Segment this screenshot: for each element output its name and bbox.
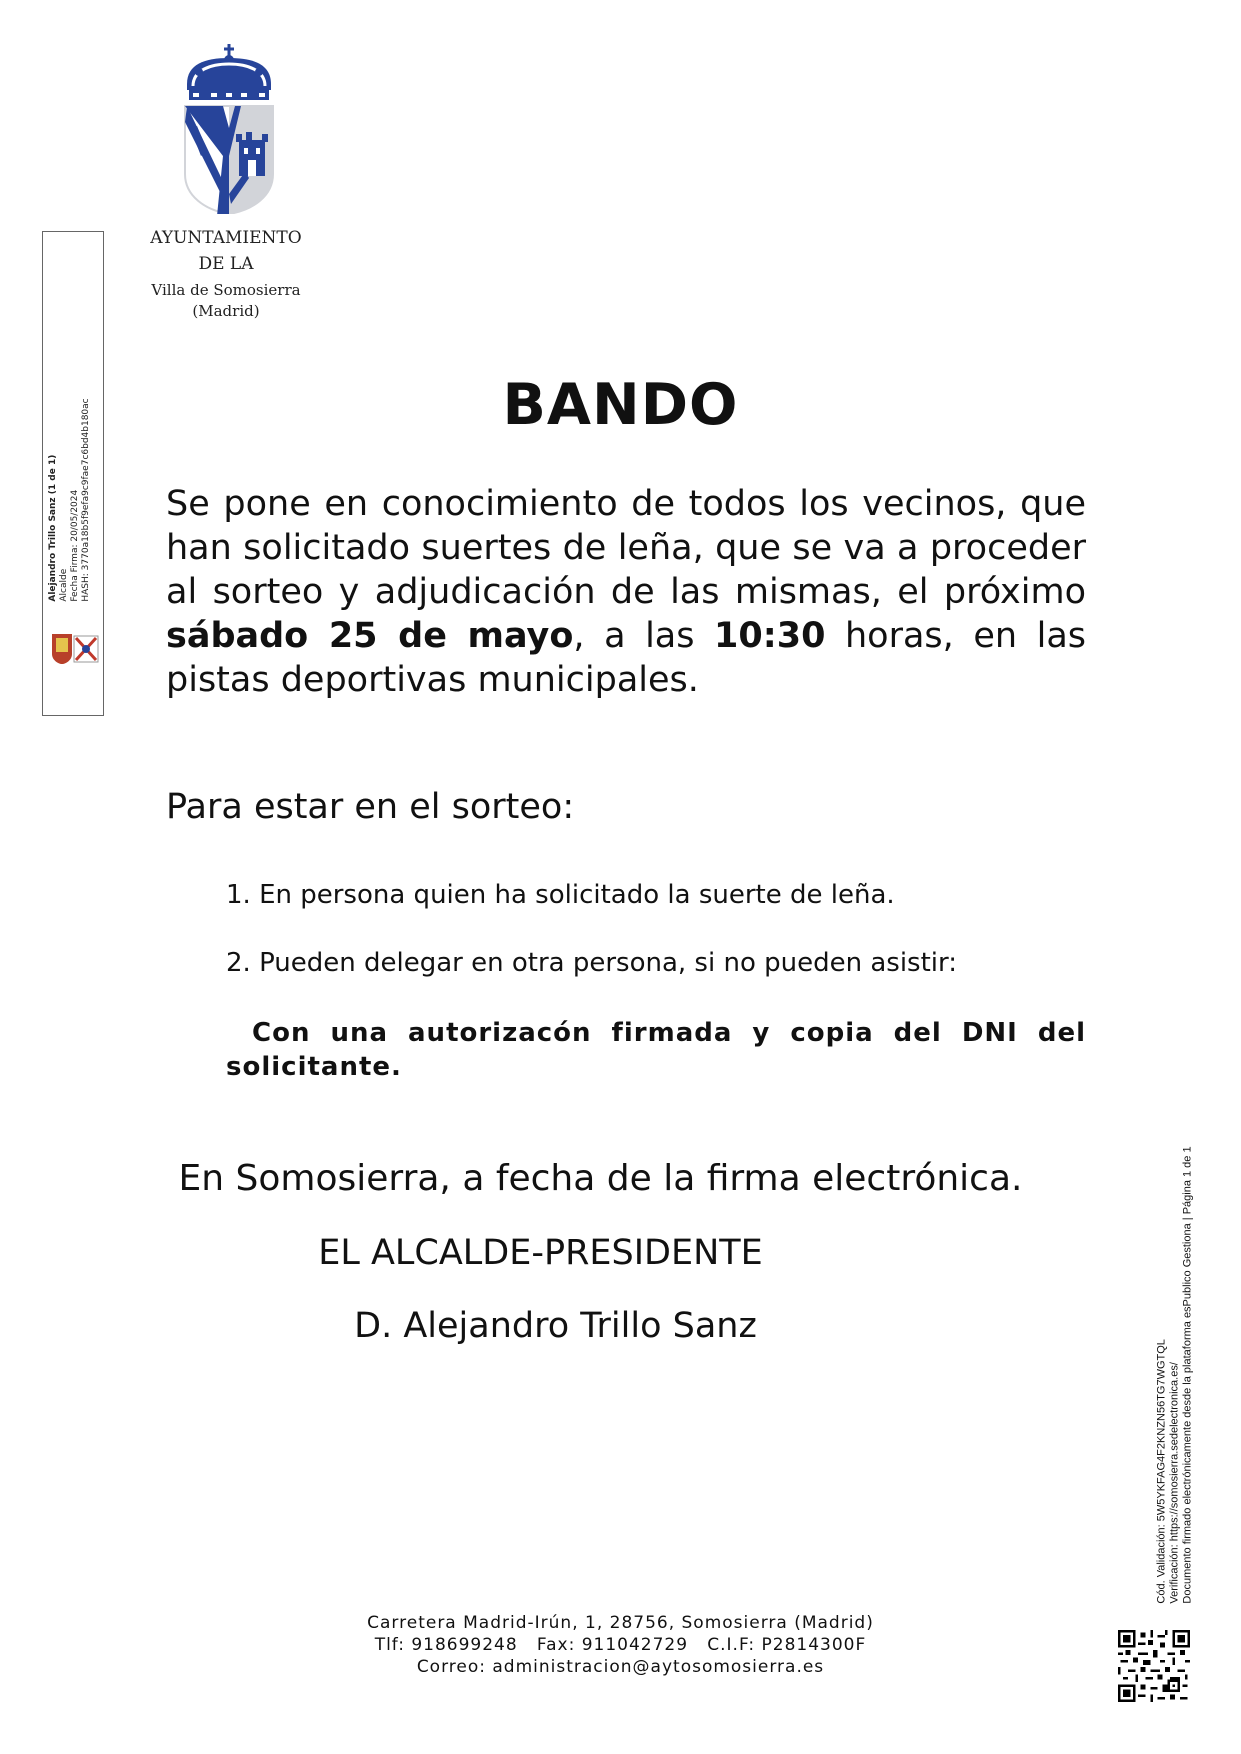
org-line-1: AYUNTAMIENTO [150,228,302,248]
announcement-text-c: horas, en las pistas deportivas municipales. [166,616,1087,700]
verification-note: Documento firmado electrónicamente desde la plataforma esPublico Gestiona | Página 1 de 1 [1181,1146,1194,1604]
document-title: BANDO [502,372,739,438]
mayor-position: EL ALCALDE-PRESIDENTE [318,1233,763,1273]
mayor-name: D. Alejandro Trillo Sanz [354,1306,757,1346]
requirement-item-2: 2. Pueden delegar en otra persona, si no pueden asistir: [226,948,957,978]
validation-code: Cód. Validación: 5W5YKFAG4F2KNZN56TG7WGTQL [1155,1339,1168,1604]
municipality-name [140,228,312,321]
closing-place-date: En Somosierra, a fecha de la firma electrónica. [178,1158,1023,1199]
footer-email: Correo: administracion@aytosomosierra.es [416,1657,825,1677]
qr-code-icon [1118,1630,1190,1702]
coat-of-arms-logo [183,44,275,214]
raffle-time: 10:30 [714,616,826,656]
signature-date: Fecha Firma: 20/05/2024 [70,489,80,602]
raffle-date: sábado 25 de mayo [166,616,574,656]
org-line-3: Villa de Somosierra [151,280,301,299]
signer-role: Alcalde [59,568,69,602]
announcement-text-a: Se pone en conocimiento de todos los vecinos, que han solicitado suertes de leña, que se va a proceder al sorteo y adjudicación de las mismas, el próximo [166,484,1086,612]
signer-name: Alejandro Trillo Sanz (1 de 1) [48,454,58,602]
org-line-2: DE LA [198,254,254,275]
footer-address: Carretera Madrid-Irún, 1, 28756, Somosierra (Madrid) [367,1613,874,1633]
announcement-text-b: , a las [573,616,715,656]
footer-contact [0,1612,1241,1678]
footer-phones: Tlf: 918699248 Fax: 911042729 C.I.F: P2814300F [374,1635,867,1655]
requirement-item-1: 1. En persona quien ha solicitado la suerte de leña. [226,880,895,910]
verification-url[interactable]: Verificación: https://somosierra.sedelectronica.es/ [1168,1362,1181,1604]
org-line-4: (Madrid) [192,302,260,321]
verification-text [1156,1146,1195,1603]
announcement-paragraph [166,482,1086,702]
authorization-requirement: Con una autorizacón firmada y copia del DNI del solicitante. [226,1018,1086,1082]
signature-seal-icon [48,630,100,666]
requirements-intro: Para estar en el sorteo: [166,787,575,827]
signature-hash: HASH: 3770a18b5f9efa9c9fae7c6bd4b180ac [81,398,91,602]
